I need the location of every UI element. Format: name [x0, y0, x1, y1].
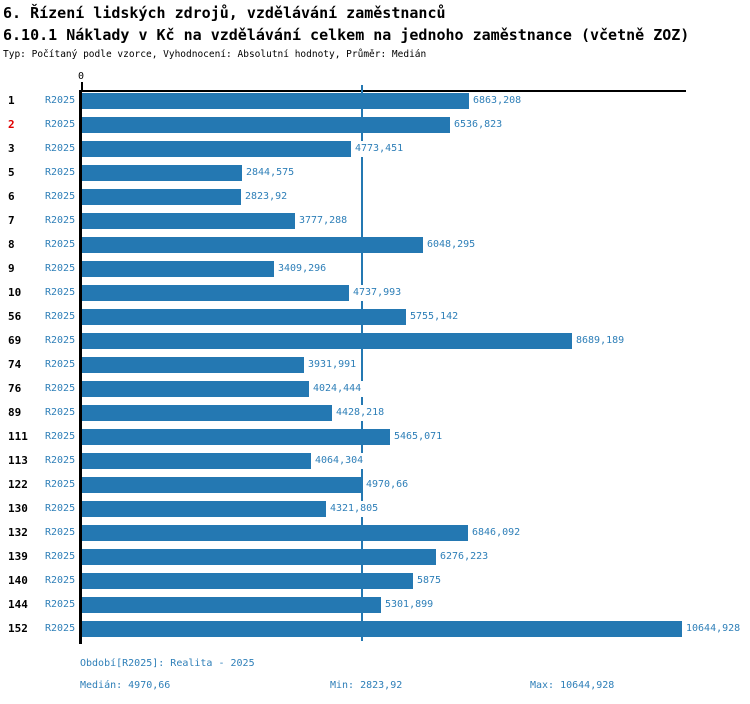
row-series-label: R2025: [45, 191, 76, 202]
row-id-label: 144: [8, 598, 28, 611]
bar-value-label: 4321,805: [328, 501, 380, 517]
value-bar: [82, 165, 242, 181]
value-bar: [82, 213, 295, 229]
row-id-label: 74: [8, 358, 22, 371]
row-series-label: R2025: [45, 383, 76, 394]
value-bar: [82, 285, 349, 301]
row-series-label: R2025: [45, 119, 76, 130]
row-id-label: 6: [8, 190, 15, 203]
row-series-label: R2025: [45, 215, 76, 226]
value-bar: [82, 261, 274, 277]
row-series-label: R2025: [45, 239, 76, 250]
row-id-label: 113: [8, 454, 28, 467]
bar-value-label: 5465,071: [392, 429, 444, 445]
row-id-label: 5: [8, 166, 15, 179]
row-id-label: 152: [8, 622, 28, 635]
row-series-label: R2025: [45, 431, 76, 442]
bar-value-label: 10644,928: [684, 621, 742, 637]
value-bar: [82, 309, 406, 325]
value-bar: [82, 453, 311, 469]
row-series-label: R2025: [45, 143, 76, 154]
bar-value-label: 3777,288: [297, 213, 349, 229]
row-id-label: 139: [8, 550, 28, 563]
bar-value-label: 4064,304: [313, 453, 365, 469]
row-id-label: 2: [8, 118, 15, 131]
value-bar: [82, 549, 436, 565]
bar-value-label: 4737,993: [351, 285, 403, 301]
value-bar: [82, 573, 413, 589]
value-bar: [82, 237, 423, 253]
bar-value-label: 6276,223: [438, 549, 490, 565]
report-subtitle: 6.10.1 Náklady v Kč na vzdělávání celkem na jednoho zaměstnance (včetně ZOZ): [3, 26, 690, 44]
value-bar: [82, 525, 468, 541]
row-series-label: R2025: [45, 503, 76, 514]
bar-value-label: 8689,189: [574, 333, 626, 349]
bar-value-label: 4773,451: [353, 141, 405, 157]
axis-zero-label: 0: [77, 71, 85, 82]
bar-value-label: 6863,208: [471, 93, 523, 109]
row-id-label: 8: [8, 238, 15, 251]
footer-period-label: Období[R2025]: Realita - 2025: [80, 658, 255, 669]
row-id-label: 130: [8, 502, 28, 515]
row-series-label: R2025: [45, 599, 76, 610]
row-series-label: R2025: [45, 263, 76, 274]
value-bar: [82, 429, 390, 445]
bar-value-label: 4970,66: [364, 477, 410, 493]
row-id-label: 69: [8, 334, 22, 347]
bar-value-label: 6536,823: [452, 117, 504, 133]
bar-value-label: 2844,575: [244, 165, 296, 181]
value-bar: [82, 189, 241, 205]
row-id-label: 7: [8, 214, 15, 227]
value-bar: [82, 141, 351, 157]
row-id-label: 9: [8, 262, 15, 275]
value-bar: [82, 117, 450, 133]
value-bar: [82, 93, 469, 109]
value-bar: [82, 621, 682, 637]
row-series-label: R2025: [45, 407, 76, 418]
value-bar: [82, 333, 572, 349]
bar-value-label: 3931,991: [306, 357, 358, 373]
footer-max-label: Max: 10644,928: [530, 680, 615, 691]
row-id-label: 111: [8, 430, 28, 443]
row-series-label: R2025: [45, 455, 76, 466]
bar-value-label: 2823,92: [243, 189, 289, 205]
value-bar: [82, 477, 362, 493]
bar-value-label: 5755,142: [408, 309, 460, 325]
report-title: 6. Řízení lidských zdrojů, vzdělávání zaměstnanců: [3, 4, 446, 22]
bar-value-label: 3409,296: [276, 261, 328, 277]
value-bar: [82, 357, 304, 373]
bar-value-label: 5301,899: [383, 597, 435, 613]
row-id-label: 3: [8, 142, 15, 155]
row-series-label: R2025: [45, 287, 76, 298]
row-series-label: R2025: [45, 551, 76, 562]
row-id-label: 89: [8, 406, 22, 419]
bar-value-label: 6048,295: [425, 237, 477, 253]
row-series-label: R2025: [45, 311, 76, 322]
footer-median-label: Medián: 4970,66: [80, 680, 171, 691]
row-series-label: R2025: [45, 479, 76, 490]
value-bar: [82, 405, 332, 421]
value-bar: [82, 597, 381, 613]
row-id-label: 1: [8, 94, 15, 107]
row-series-label: R2025: [45, 167, 76, 178]
row-series-label: R2025: [45, 575, 76, 586]
bar-value-label: 4024,444: [311, 381, 363, 397]
row-series-label: R2025: [45, 335, 76, 346]
row-id-label: 10: [8, 286, 22, 299]
report-meta-line: Typ: Počítaný podle vzorce, Vyhodnocení: Absolutní hodnoty, Průměr: Medián: [3, 49, 427, 60]
row-id-label: 76: [8, 382, 22, 395]
value-bar: [82, 501, 326, 517]
row-id-label: 122: [8, 478, 28, 491]
row-id-label: 132: [8, 526, 28, 539]
row-id-label: 140: [8, 574, 28, 587]
row-series-label: R2025: [45, 623, 76, 634]
bar-value-label: 5875: [415, 573, 443, 589]
row-series-label: R2025: [45, 95, 76, 106]
bar-value-label: 4428,218: [334, 405, 386, 421]
value-bar: [82, 381, 309, 397]
row-series-label: R2025: [45, 527, 76, 538]
footer-min-label: Min: 2823,92: [330, 680, 403, 691]
row-series-label: R2025: [45, 359, 76, 370]
row-id-label: 56: [8, 310, 22, 323]
bar-value-label: 6846,092: [470, 525, 522, 541]
